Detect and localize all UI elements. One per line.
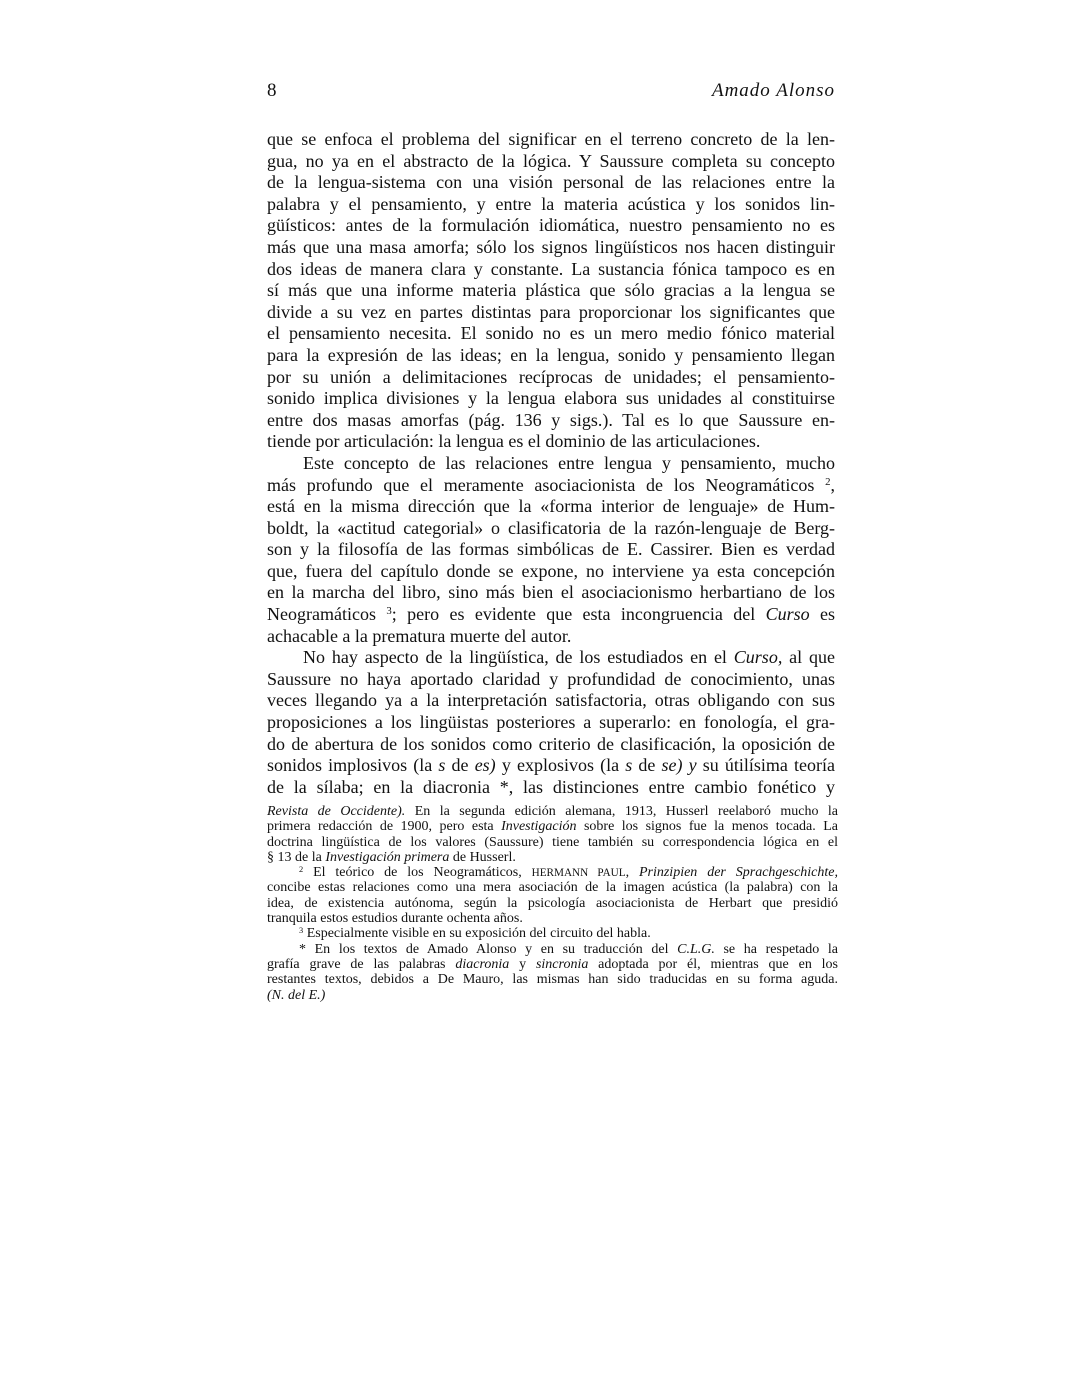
running-head: Amado Alonso	[711, 80, 835, 101]
text-run: de	[445, 755, 475, 776]
text-run: do de abertura de los sonidos como criterio de clasificación, la oposición de	[267, 733, 835, 754]
text-run: que, fuera del capítulo donde se expone, no interviene ya esta concepción	[267, 560, 835, 581]
text-run: entre dos masas amorfas (pág. 136 y sigs.). Tal es lo que Saussure en-	[267, 409, 835, 430]
footnote-line	[267, 926, 838, 941]
body-line	[267, 561, 835, 583]
text-run: gua, no ya en el abstracto de la lógica. Y Saussure completa su concepto	[267, 150, 835, 171]
body-line	[267, 431, 835, 453]
text-run: veces llegando ya a la interpretación satisfactoria, otras obligando con sus	[267, 690, 835, 711]
body-line	[267, 280, 835, 302]
text-run: Curso	[765, 604, 810, 625]
body-line	[267, 237, 835, 259]
footnote-marker: 3	[299, 926, 304, 936]
text-run: s	[625, 755, 633, 776]
body-line	[267, 496, 835, 518]
text-run: HERMANN PAUL	[531, 867, 626, 880]
footnote-line	[267, 850, 838, 865]
text-run: y explosivos (la	[495, 755, 626, 776]
body-line	[267, 755, 835, 777]
body-line	[267, 172, 835, 194]
text-run: es)	[474, 755, 496, 776]
footnotes	[267, 804, 838, 1003]
text-run: Neogramáticos	[267, 604, 387, 625]
body-text	[267, 129, 835, 798]
text-run: s	[438, 755, 446, 776]
body-line	[267, 777, 835, 799]
text-run: § 13 de la	[267, 849, 326, 865]
text-run: El teórico de los Neogramáticos,	[303, 865, 532, 881]
text-run: de la lengua-sistema con una visión personal de las relaciones entre la	[267, 172, 835, 193]
text-run: En la segunda edición alemana, 1913, Husserl reelaboró mucho la	[405, 804, 839, 819]
footnote-marker: 2	[825, 475, 831, 488]
body-line	[267, 367, 835, 389]
text-run: ,	[830, 474, 835, 495]
text-run: restantes textos, debidos a De Mauro, las mismas han sido traducidas en su forma aguda.	[267, 972, 838, 988]
text-run: Revista de Occidente).	[267, 804, 406, 819]
text-run: achacable a la prematura muerte del autor.	[267, 625, 572, 646]
text-run: Prinzipien der Sprachgeschichte,	[638, 865, 838, 881]
text-run: ,	[625, 865, 639, 881]
footnote-line	[267, 835, 838, 850]
page-header	[267, 80, 835, 104]
text-run: Curso,	[733, 647, 783, 668]
footnote-line	[267, 942, 838, 957]
text-run: de Husserl.	[449, 849, 516, 865]
body-line	[267, 647, 835, 669]
body-line	[267, 712, 835, 734]
footnote-line	[267, 819, 838, 834]
text-run: sí más que una informe materia plástica que sólo gracias a la lengua se	[267, 280, 835, 301]
footnote-line	[267, 896, 838, 911]
body-line	[267, 388, 835, 410]
page-number: 8	[267, 80, 277, 101]
text-run: para la expresión de las ideas; en la lengua, sonido y pensamiento llegan	[267, 344, 835, 365]
text-run: se) y	[661, 755, 697, 776]
text-run: doctrina lingüística de los valores (Saussure) tiene también su correspondencia lógica en el	[267, 834, 838, 850]
text-run: idea, de existencia autónoma, según la psicología asociacionista de Herbart que presidió	[267, 895, 838, 911]
body-line	[267, 215, 835, 237]
text-run: palabra y el pensamiento, y entre la materia acústica y los sonidos lin-	[267, 193, 835, 214]
text-run: sonido implica divisiones y la lengua elabora sus unidades al constituirse	[267, 388, 835, 409]
text-run: güísticos: antes de la formulación idiomática, nuestro pensamiento no es	[267, 215, 835, 236]
body-line	[267, 129, 835, 151]
body-line	[267, 323, 835, 345]
text-run: por su unión a delimitaciones recíprocas de unidades; el pensamiento-	[267, 366, 835, 387]
body-line	[267, 410, 835, 432]
body-line	[267, 453, 835, 475]
text-run: en la marcha del libro, sino más bien el asociacionismo herbartiano de los	[267, 582, 835, 603]
body-line	[267, 734, 835, 756]
body-line	[267, 475, 835, 497]
text-run: * En los textos de Amado Alonso y en su traducción del	[299, 941, 678, 957]
text-run: sincronia	[535, 956, 589, 972]
text-run: son y la filosofía de las formas simbólicas de E. Cassirer. Bien es verdad	[267, 539, 835, 560]
text-run: tranquila estos estudios durante ochenta años.	[267, 911, 523, 927]
text-run: No hay aspecto de la lingüística, de los estudiados en el	[303, 647, 734, 668]
footnote-line	[267, 804, 838, 819]
text-run: adoptada por él, mientras que en los	[588, 956, 839, 972]
body-line	[267, 151, 835, 173]
body-line	[267, 302, 835, 324]
footnote-line	[267, 865, 838, 880]
text-run: Investigación	[501, 819, 577, 835]
text-run: se ha respetado la	[714, 941, 838, 957]
text-run: dos ideas de manera clara y constante. La sustancia fónica tampoco es en	[267, 258, 835, 279]
text-run: de	[632, 755, 662, 776]
text-run: Saussure no haya aportado claridad y profundidad de conocimiento, unas	[267, 668, 835, 689]
body-line	[267, 669, 835, 691]
text-run: es	[809, 604, 835, 625]
body-line	[267, 582, 835, 604]
text-run: su útilísima teoría	[696, 755, 835, 776]
text-run: Este concepto de las relaciones entre lengua y pensamiento, mucho	[303, 452, 835, 473]
text-run: concibe estas relaciones como una mera asociación de la imagen acústica (la palabra) con la	[267, 880, 838, 896]
body-line	[267, 345, 835, 367]
body-line	[267, 518, 835, 540]
footnote-marker: 3	[386, 605, 392, 618]
text-run: está en la misma dirección que la «forma interior de lenguaje» de Hum-	[267, 496, 835, 517]
body-line	[267, 194, 835, 216]
text-run: diacronia	[455, 956, 510, 972]
text-run: más que una masa amorfa; sólo los signos lingüísticos nos hacen distinguir	[267, 236, 835, 257]
text-run: más profundo que el meramente asociacionista de los Neogramáticos	[267, 474, 826, 495]
text-run: (N. del E.)	[267, 987, 326, 1003]
body-line	[267, 626, 835, 648]
text-run: tiende por articulación: la lengua es el dominio de las articulaciones.	[267, 431, 761, 452]
text-run: y	[509, 956, 536, 972]
text-run: divide a su vez en partes distintas para proporcionar los significantes que	[267, 301, 835, 322]
text-run: C.L.G.	[677, 941, 715, 957]
text-run: sonidos implosivos (la	[267, 755, 439, 776]
body-line	[267, 539, 835, 561]
text-run: Investigación primera	[325, 849, 450, 865]
text-run: Especialmente visible en su exposición del circuito del habla.	[303, 926, 651, 942]
text-run: ; pero es evidente que esta incongruencia del	[391, 604, 766, 625]
body-line	[267, 690, 835, 712]
text-run: grafía grave de las palabras	[267, 956, 456, 972]
footnote-marker: 2	[299, 865, 304, 875]
text-run: sobre los signos fue la menos tocada. La	[576, 819, 839, 835]
text-run: al que	[782, 647, 835, 668]
footnote-line	[267, 972, 838, 987]
text-run: de la sílaba; en la diacronia *, las distinciones entre cambio fonético y	[267, 776, 835, 797]
text-run: que se enfoca el problema del significar en el terreno concreto de la len-	[267, 129, 835, 149]
body-line	[267, 604, 835, 626]
footnote-line	[267, 911, 838, 926]
text-run: boldt, la «actitud categorial» o clasificatoria de la razón-lenguaje de Berg-	[267, 517, 835, 538]
footnote-line	[267, 957, 838, 972]
footnote-line	[267, 988, 838, 1003]
body-line	[267, 259, 835, 281]
text-run: el pensamiento necesita. El sonido no es un mero medio fónico material	[267, 323, 835, 344]
text-run: primera redacción de 1900, pero esta	[267, 819, 502, 835]
footnote-line	[267, 880, 838, 895]
text-run: proposiciones a los lingüistas posteriores a superarlo: en fonología, el gra-	[267, 712, 835, 733]
